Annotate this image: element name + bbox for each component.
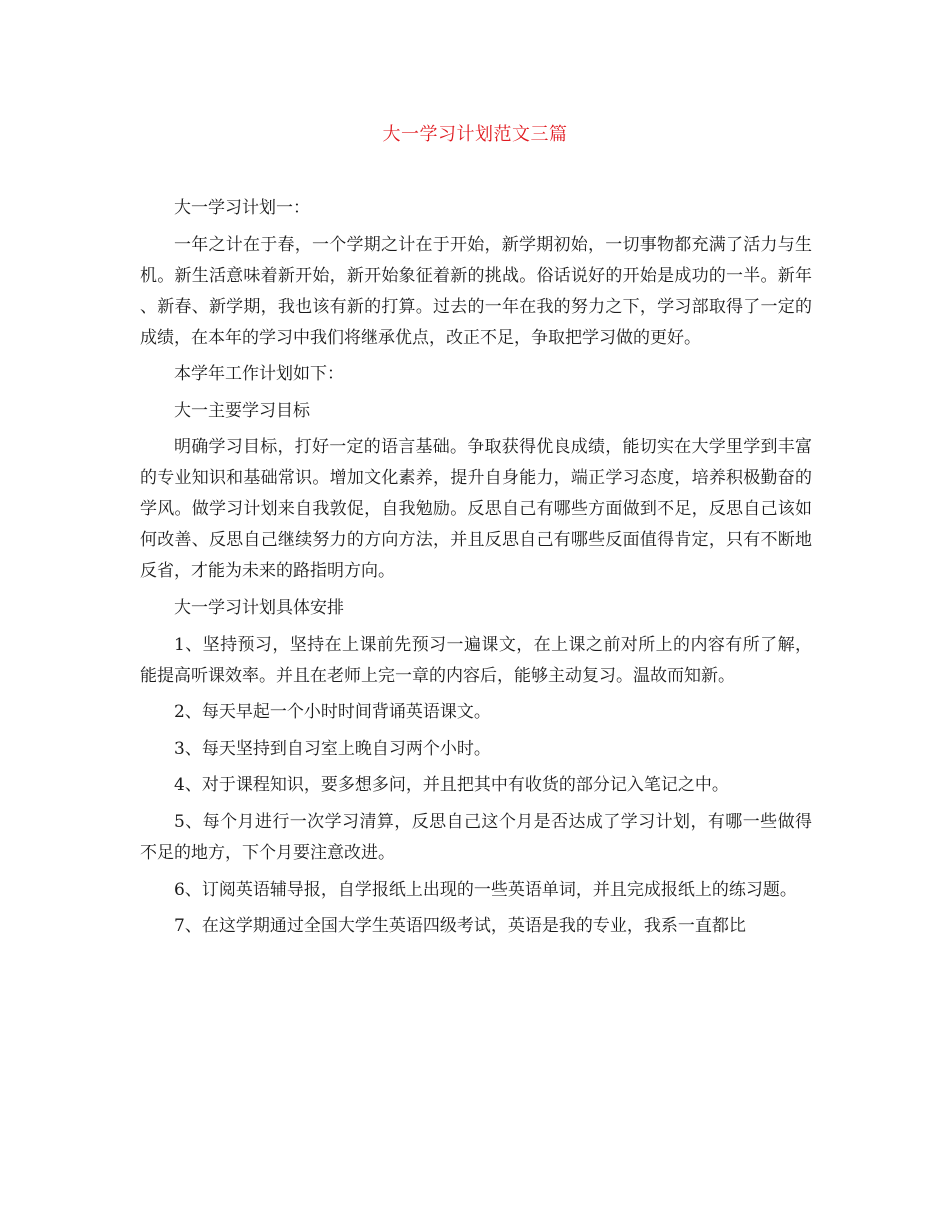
document-body bbox=[140, 193, 812, 948]
list-item: 3、每天坚持到自习室上晚自习两个小时。 bbox=[174, 738, 491, 759]
goals-paragraph: 明确学习目标，打好一定的语言基础。争取获得优良成绩，能切实在大学里学到丰富的专业知识和基础常识。增加文化素养，提升自身能力，端正学习态度，培养积极勤奋的学风。做学习计划来自我敦促，自我勉励。反思自己有哪些方面做到不足，反思自己该如何改善、反思自己继续努力的方向方法，并且反思自己有哪些反面值得肯定，只有不断地反省，才能为未来的路指明方向。 bbox=[140, 437, 812, 582]
document-title: 大一学习计划范文三篇 bbox=[382, 124, 568, 145]
arrangement-heading: 大一学习计划具体安排 bbox=[174, 597, 344, 618]
list-item: 7、在这学期通过全国大学生英语四级考试，英语是我的专业，我系一直都比 bbox=[174, 916, 746, 937]
list-item: 5、每个月进行一次学习清算，反思自己这个月是否达成了学习计划，有哪一些做得不足的地方，下个月要注意改进。 bbox=[140, 811, 812, 863]
list-item: 2、每天早起一个小时时间背诵英语课文。 bbox=[174, 702, 491, 723]
section-heading-plan-one: 大一学习计划一： bbox=[174, 198, 310, 218]
list-item: 1、坚持预习，坚持在上课前先预习一遍课文，在上课之前对所上的内容有所了解，能提高听课效率。并且在老师上完一章的内容后，能够主动复习。温故而知新。 bbox=[140, 634, 812, 686]
list-item: 6、订阅英语辅导报，自学报纸上出现的一些英语单词，并且完成报纸上的练习题。 bbox=[174, 879, 797, 900]
intro-paragraph: 一年之计在于春，一个学期之计在于开始，新学期初始，一切事物都充满了活力与生机。新生活意味着新开始，新开始象征着新的挑战。俗话说好的开始是成功的一半。新年、新春、新学期，我也该有新的打算。过去的一年在我的努力之下，学习部取得了一定的成绩，在本年的学习中我们将继承优点，改正不足，争取把学习做的更好。 bbox=[140, 234, 812, 348]
goals-heading: 大一主要学习目标 bbox=[174, 400, 310, 421]
list-item: 4、对于课程知识，要多想多问，并且把其中有收货的部分记入笔记之中。 bbox=[174, 775, 729, 796]
plan-intro-line: 本学年工作计划如下： bbox=[174, 364, 344, 385]
